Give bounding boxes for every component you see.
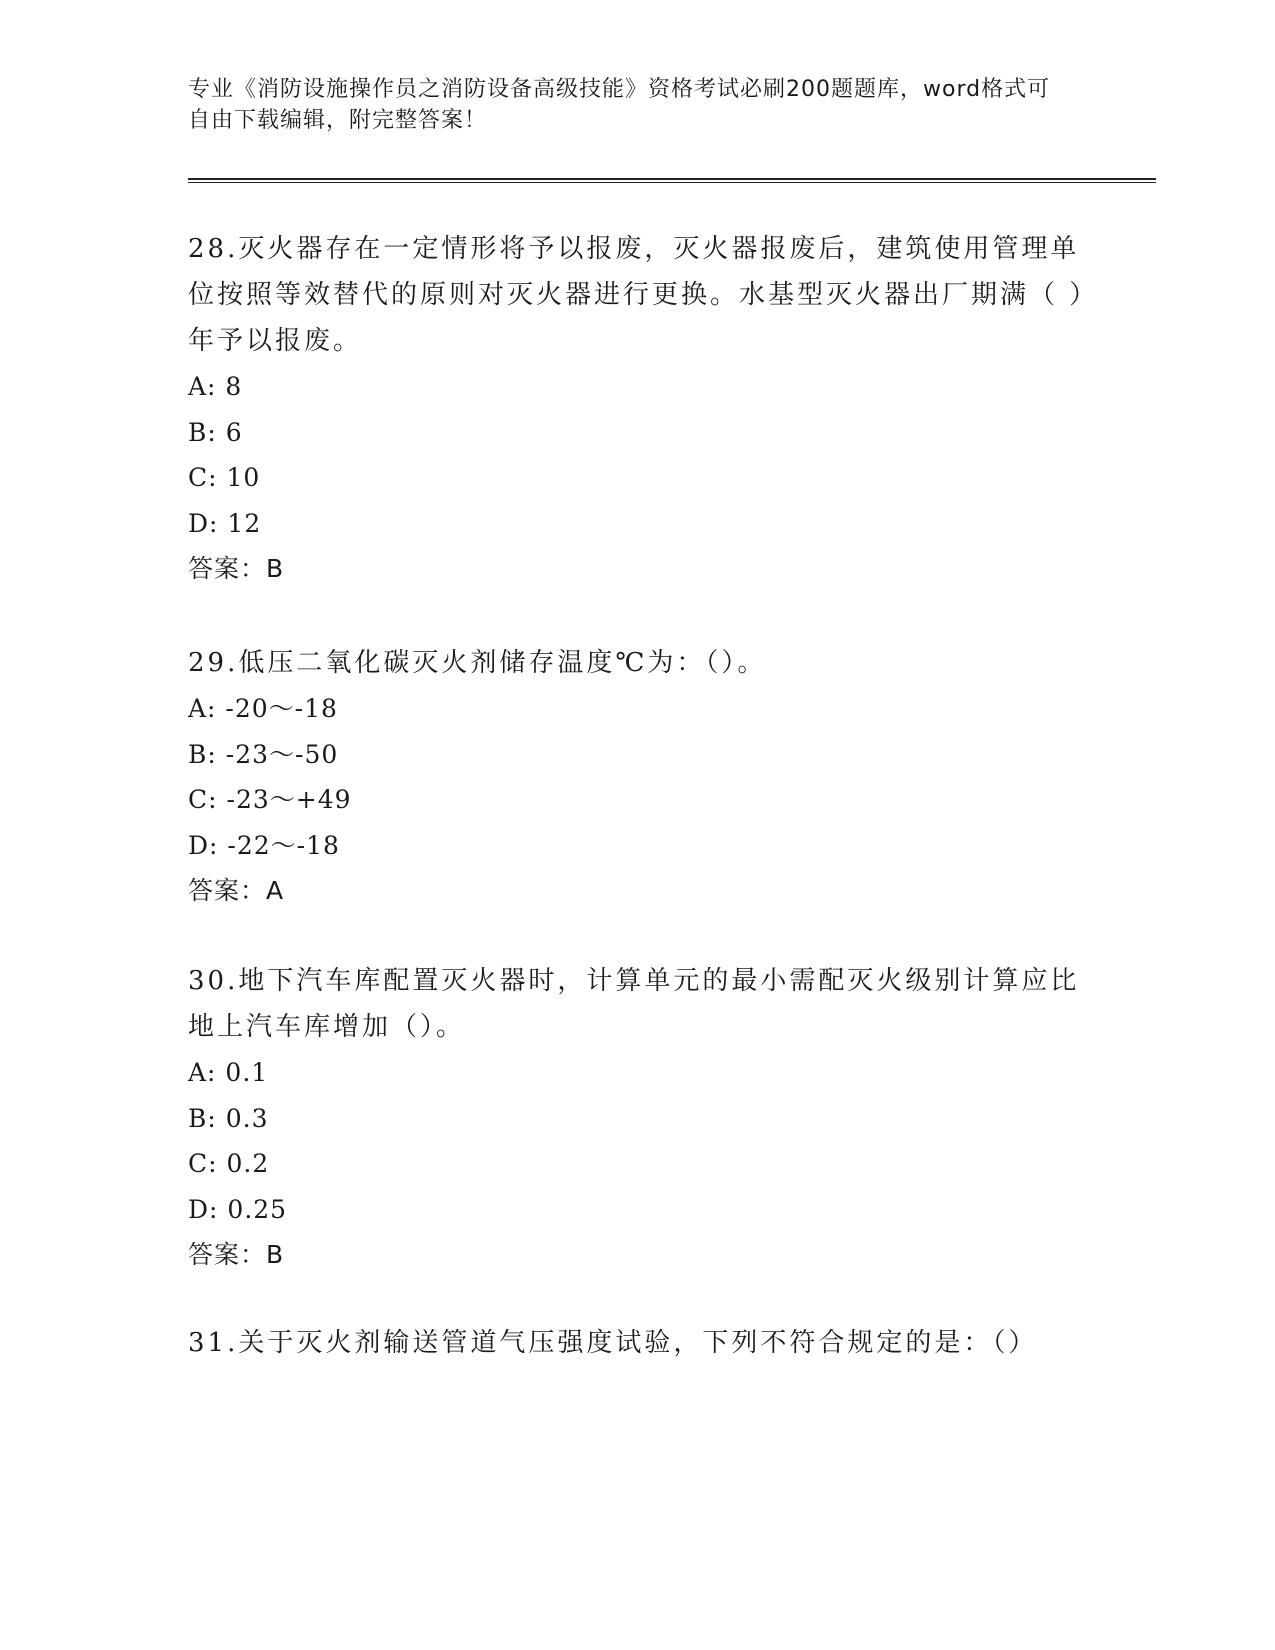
option-a: A: 8 — [188, 372, 243, 401]
question-28 — [188, 226, 1088, 592]
answer: 答案：B — [188, 554, 285, 583]
question-stem: 31.关于灭火剂输送管道气压强度试验，下列不符合规定的是：（） — [188, 1328, 1038, 1358]
option-b: B: -23～-50 — [188, 739, 339, 769]
option-c: C: -23～+49 — [188, 785, 352, 814]
document-header: 专业《消防设施操作员之消防设备高级技能》资格考试必刷200题题库，word格式可自由下载编辑，附完整答案！ — [188, 77, 1051, 133]
option-d: D: 12 — [188, 508, 262, 538]
option-d: D: 0.25 — [188, 1194, 288, 1224]
question-29 — [188, 640, 1088, 914]
option-c: C: 10 — [188, 463, 261, 492]
answer: 答案：B — [188, 1240, 285, 1269]
header-divider — [188, 178, 1156, 183]
option-b: B: 0.3 — [188, 1103, 269, 1133]
question-stem: 30.地下汽车库配置灭火器时，计算单元的最小需配灭火级别计算应比地上汽车库增加（）。 — [188, 966, 1080, 1042]
option-b: B: 6 — [188, 417, 243, 447]
option-d: D: -22～-18 — [188, 830, 340, 860]
question-31 — [188, 1320, 1088, 1366]
option-a: A: 0.1 — [188, 1058, 269, 1087]
question-30 — [188, 958, 1088, 1278]
answer: 答案：A — [188, 876, 285, 905]
question-stem: 29.低压二氧化碳灭火剂储存温度℃为：（）。 — [188, 648, 767, 678]
question-stem: 28.灭火器存在一定情形将予以报废，灭火器报废后，建筑使用管理单位按照等效替代的原则对灭火器进行更换。水基型灭火器出厂期满（ ）年予以报废。 — [188, 234, 1086, 356]
option-c: C: 0.2 — [188, 1149, 270, 1178]
option-a: A: -20～-18 — [188, 694, 338, 723]
